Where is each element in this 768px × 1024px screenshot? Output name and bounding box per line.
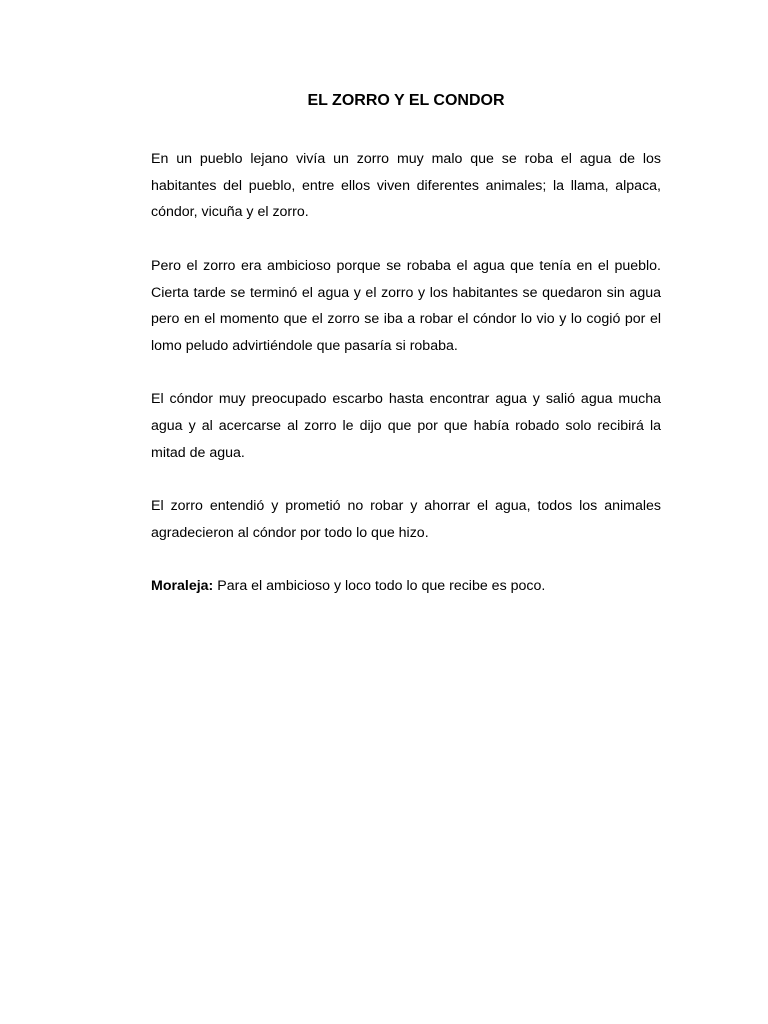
document-body: [151, 146, 661, 627]
moral-text: Para el ambicioso y loco todo lo que recibe es poco.: [213, 578, 546, 595]
document-title: EL ZORRO Y EL CONDOR: [307, 92, 505, 109]
paragraph-4: El zorro entendió y prometió no robar y ahorrar el agua, todos los animales agradecieron al cóndor por todo lo que hizo.: [151, 498, 661, 541]
paragraph-1: En un pueblo lejano vivía un zorro muy malo que se roba el agua de los habitantes del pueblo, entre ellos viven diferentes animales; la llama, alpaca, cóndor, vicuña y el zorro.: [151, 151, 661, 221]
moral-label: Moraleja:: [151, 578, 214, 595]
paragraph-3: El cóndor muy preocupado escarbo hasta encontrar agua y salió agua mucha agua y al acercarse al zorro le dijo que por que había robado solo recibirá la mitad de agua.: [151, 391, 661, 461]
paragraph-2: Pero el zorro era ambicioso porque se robaba el agua que tenía en el pueblo. Cierta tarde se terminó el agua y el zorro y los habitantes se quedaron sin agua pero en el momento que el zorro se iba a robar el cóndor lo vio y lo cogió por el lomo peludo advirtiéndole que pasaría si robaba.: [151, 257, 661, 354]
moral-paragraph: [151, 573, 661, 600]
